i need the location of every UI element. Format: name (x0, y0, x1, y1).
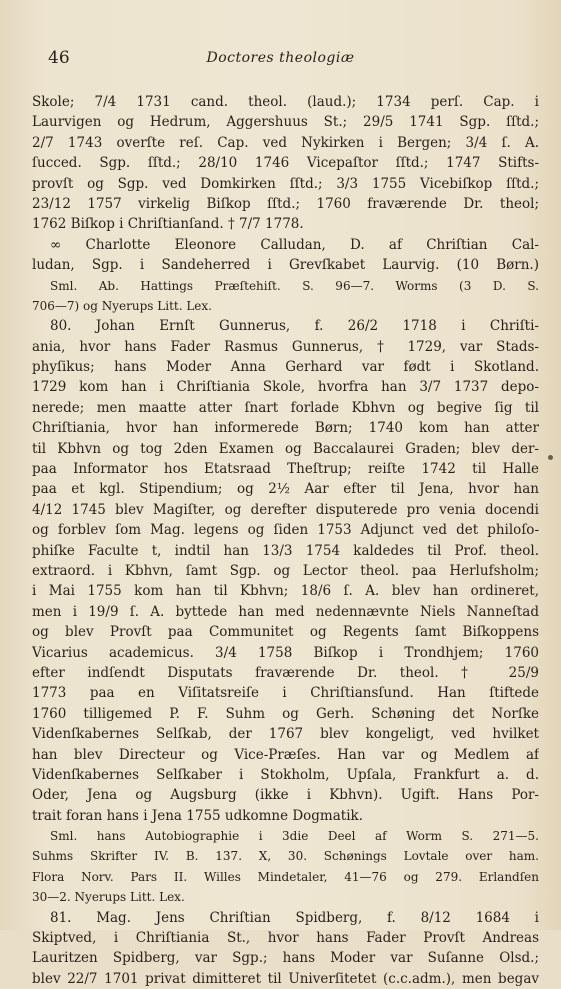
page-header (0, 48, 561, 72)
page-number: 46 (48, 48, 70, 68)
text-line: Videnſkabernes Selſkaber i Stokholm, Upſala, Frankfurt a. d. (32, 766, 539, 783)
text-line: 1760 tilligemed P. F. Suhm og Gerh. Schøning det Norſke (32, 705, 539, 722)
text-line: phiſke Faculte t, indtil han 13/3 1754 kaldedes til Prof. theol. (32, 542, 539, 559)
text-line: provſt og Sgp. ved Domkirken ſſtd.; 3/3 1755 Vicebiſkop ſſtd.; (32, 175, 539, 192)
text-line: paa Informator hos Etatsraad Theſtrup; reiſte 1742 til Halle (32, 461, 539, 478)
text-line: ludan, Sgp. i Sandeherred i Grevſkabet Laurvig. (10 Børn.) (32, 257, 539, 274)
text-line: ania, hvor hans Fader Rasmus Gunnerus, † 1729, var Stads- (32, 338, 539, 355)
text-line: og forblev ſom Mag. legens og ſiden 1753 Adjunct ved det philoſo- (32, 522, 539, 539)
reference-line: 706—7) og Nyerups Litt. Lex. (32, 298, 212, 313)
entry-heading-line: 81. Mag. Jens Chriſtian Spidberg, f. 8/12 1684 i (50, 909, 539, 926)
text-line: han blev Directeur og Vice-Præſes. Han var og Medlem af (32, 746, 539, 763)
text-line: ∞ Charlotte Eleonore Calludan, D. af Chriſtian Cal- (50, 236, 539, 253)
text-line: 1773 paa en Viſitatsreiſe i Chriſtiansſund. Han ſtiftede (32, 685, 539, 702)
text-line: nerede; men maatte atter ſnart forlade Kbhvn og begive ſig til (32, 399, 539, 416)
text-line: Vicarius academicus. 3/4 1758 Biſkop i Trondhjem; 1760 (32, 644, 539, 661)
text-line: Lauritzen Spidberg, var Sgp.; hans Moder var Suſanne Olsd.; (32, 950, 539, 967)
text-line: Skole; 7/4 1731 cand. theol. (laud.); 1734 perſ. Cap. i (32, 94, 539, 110)
text-line: ſucced. Sgp. ſſtd.; 28/10 1746 Vicepaſtor ſſtd.; 1747 Stifts- (32, 155, 539, 172)
text-line: 1729 kom han i Chriſtiania Skole, hvorfra han 3/7 1737 depo- (32, 379, 539, 396)
reference-line: Sml. Ab. Hattings Præſtehiſt. S. 96—7. Worms (3 D. S. (50, 278, 539, 293)
text-line: Videnſkabernes Selſkab, der 1767 blev kongeligt, ved hvilket (32, 726, 539, 743)
text-line: paa et kgl. Stipendium; og 2½ Aar efter til Jena, hvor han (32, 481, 539, 498)
text-line: Skiptved, i Chriſtiania St., hvor hans Fader Provſt Andreas (32, 930, 539, 947)
text-line: i Mai 1755 kom han til Kbhvn; 18/6 ſ. A. blev han ordineret, (32, 583, 539, 600)
text-line: Chriſtiania, hvor han informerede Børn; 1740 kom han atter (32, 420, 539, 437)
reference-line: Sml. hans Autobiographie i 3die Deel af Worm S. 271—5. (50, 829, 539, 844)
text-line: 4/12 1745 blev Magiſter, og derefter disputerede pro venia docendi (32, 501, 539, 518)
text-line: 1762 Biſkop i Chriſtianſand. † 7/7 1778. (32, 216, 304, 233)
text-line: til Kbhvn og tog 2den Examen og Baccalaurei Graden; blev der- (32, 440, 539, 457)
text-line: men i 19/9 ſ. A. byttede han med nedennævnte Niels Nanneſtad (32, 603, 539, 620)
reference-line: Suhms Skrifter IV. B. 137. X, 30. Schønings Lovtale over ham. (32, 849, 539, 864)
text-line: blev 22/7 1701 privat dimitteret til Univerſitetet (c.c.adm.), men begav (32, 970, 539, 987)
text-line: phyſikus; hans Moder Anna Gerhard var født i Skotland. (32, 359, 539, 376)
text-line: Oder, Jena og Augsburg (ikke i Kbhvn). Ugift. Hans Por- (32, 787, 539, 804)
text-line: efter indſendt Disputats fraværende Dr. theol. † 25/9 (32, 664, 539, 681)
text-line: 23/12 1757 virkelig Biſkop ſſtd.; 1760 fraværende Dr. theol; (32, 195, 539, 212)
running-head: Doctores theologiæ (206, 50, 355, 66)
text-line: trait foran hans i Jena 1755 udkomne Dogmatik. (32, 807, 364, 824)
text-line: og blev Provſt paa Communitet og Regents ſamt Biſkoppens (32, 624, 539, 641)
paper-blemish (548, 455, 553, 460)
entry-heading-line: 80. Johan Ernſt Gunnerus, f. 26/2 1718 i Chriſti- (50, 318, 539, 335)
text-line: extraord. i Kbhvn, ſamt Sgp. og Lector theol. paa Herlufsholm; (32, 562, 539, 579)
reference-line: 30—2. Nyerups Litt. Lex. (32, 890, 185, 905)
text-line: 2/7 1743 overſte reſ. Cap. ved Nykirken i Bergen; 3/4 ſ. A. (32, 134, 539, 151)
text-line: Laurvigen og Hedrum, Aggershuus St.; 29/5 1741 Sgp. ſſtd.; (32, 114, 539, 131)
reference-line: Flora Norv. Pars II. Willes Mindetaler, 41—76 og 279. Erlandſen (32, 869, 539, 884)
page-body (32, 92, 539, 989)
